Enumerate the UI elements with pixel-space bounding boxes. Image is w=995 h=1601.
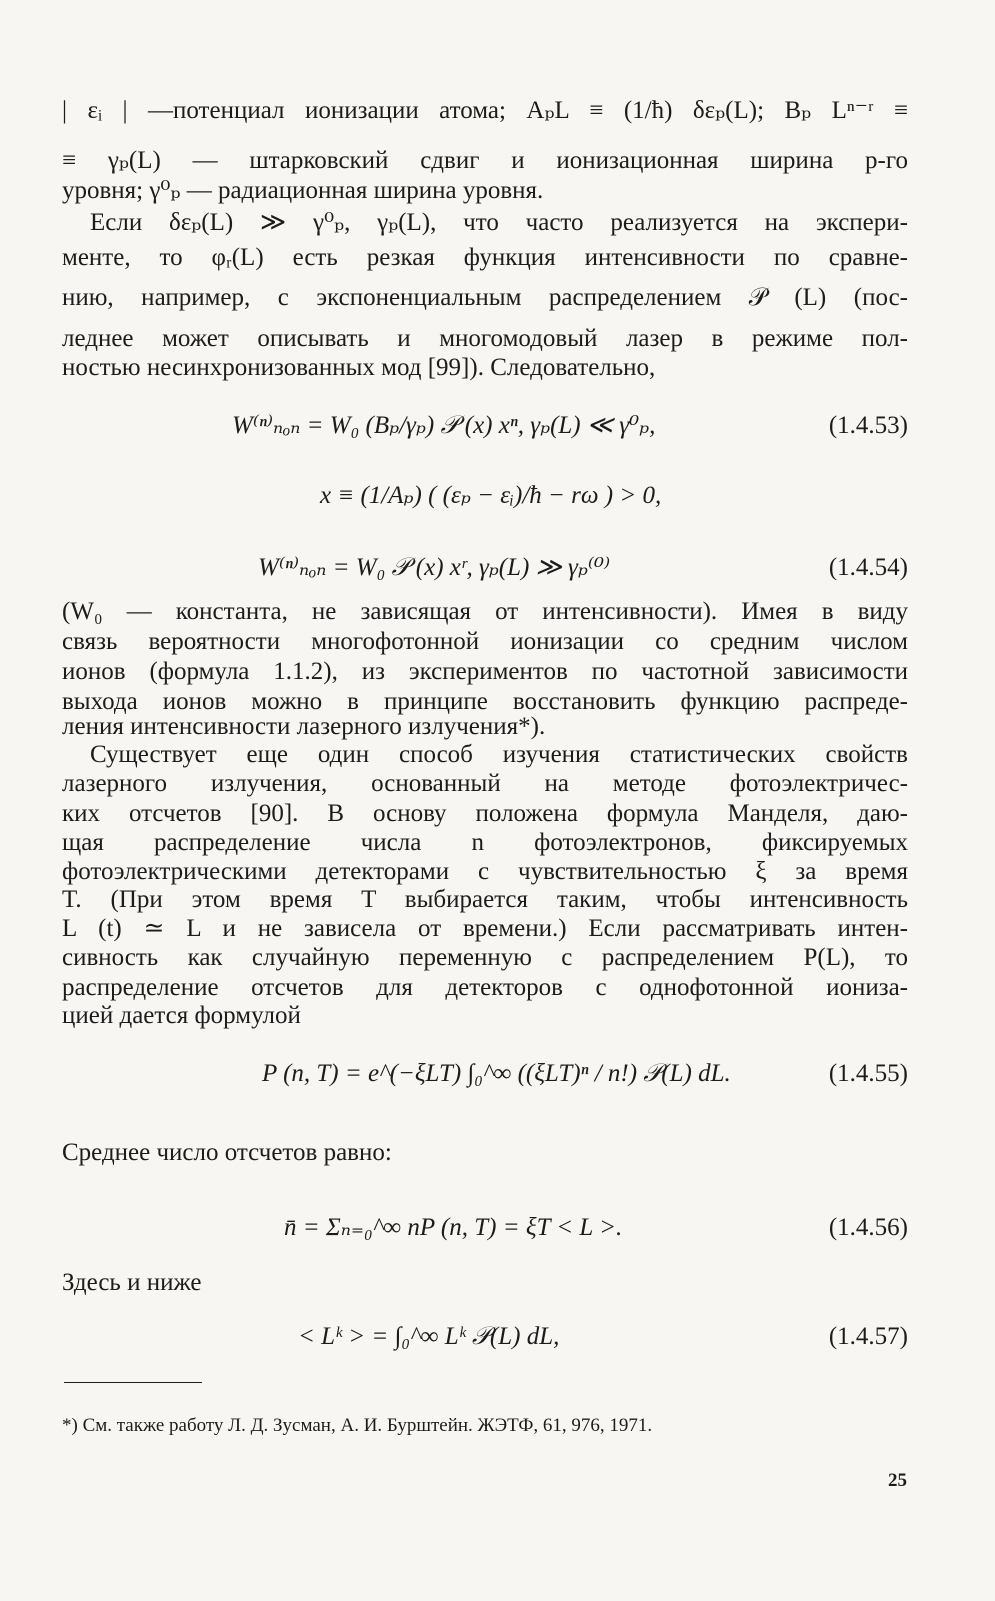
here-text: Здесь и ниже	[62, 1269, 202, 1296]
equation-body: x ≡ (1/Aₚ) ( (εₚ − εᵢ)/ħ − rω ) > 0,	[320, 482, 662, 509]
footnote: *) См. также работу Л. Д. Зусман, А. И. Бурштейн. ЖЭТФ, 61, 976, 1971.	[62, 1415, 653, 1436]
equation-body: < Lᵏ > = ∫₀^∞ Lᵏ 𝒫(L) dL,	[298, 1323, 560, 1350]
text-line: L (t) ≃ L и не зависела от времени.) Если рассматривать интен-	[62, 915, 908, 942]
text-line: | εᵢ | —потенциал ионизации атома; AₚL ≡ (1/ħ) δεₚ(L); Bₚ Lⁿ⁻ʳ ≡	[62, 97, 908, 124]
equation-1-4-53	[62, 408, 908, 448]
text-line: ких отсчетов [90]. В основу положена формула Манделя, даю-	[62, 800, 908, 827]
equation-number: (1.4.54)	[828, 554, 908, 581]
text-line: ионов (формула 1.1.2), из экспериментов по частотной зависимости	[62, 658, 908, 685]
mean-count-text: Среднее число отсчетов равно:	[62, 1139, 392, 1166]
text-line: ления интенсивности лазерного излучения*).	[62, 713, 546, 740]
text-line: лазерного излучения, основанный на методе фотоэлектричес-	[62, 770, 908, 797]
equation-body: W⁽ⁿ⁾ₙₒₙ = W₀ 𝒫 (x) xʳ, γₚ(L) ≫ γₚ⁽⁰⁾	[258, 554, 611, 581]
text-line: (W₀ — константа, не зависящая от интенсивности). Имея в виду	[62, 598, 908, 625]
text-line: фотоэлектрическими детекторами с чувствительностью ξ за время	[62, 858, 908, 885]
equation-number: (1.4.55)	[828, 1060, 908, 1087]
text-line: T. (При этом время T выбирается таким, чтобы интенсивность	[62, 886, 908, 913]
text-line: уровня; γ⁰ₚ — радиационная ширина уровня.	[62, 177, 544, 204]
text-line: нию, например, с экспоненциальным распределением 𝒫 (L) (пос-	[62, 284, 908, 311]
equation-1-4-57	[62, 1319, 908, 1359]
text-line: леднее может описывать и многомодовый лазер в режиме пол-	[62, 325, 908, 352]
text-line: Существует еще один способ изучения статистических свойств	[90, 741, 908, 768]
footnote-rule	[64, 1382, 202, 1383]
text-line: менте, то φᵣ(L) есть резкая функция интенсивности по сравне-	[62, 244, 908, 271]
equation-1-4-54	[62, 550, 908, 590]
text-line: Если δεₚ(L) ≫ γ⁰ₚ, γₚ(L), что часто реализуется на экспери-	[90, 209, 908, 236]
equation-number: (1.4.57)	[828, 1323, 908, 1350]
text-line: ностью несинхронизованных мод [99]). Следовательно,	[62, 354, 656, 381]
equation-body: W⁽ⁿ⁾ₙₒₙ = W₀ (Bₚ/γₚ) 𝒫 (x) xⁿ, γₚ(L) ≪ γ⁰ₚ,	[232, 412, 656, 439]
text-line: цией дается формулой	[62, 1002, 301, 1029]
equation-body: n̄ = Σₙ₌₀^∞ nP (n, T) = ξT < L >.	[284, 1214, 623, 1241]
text-line: распределение отсчетов для детекторов с однофотонной иониза-	[62, 974, 908, 1001]
equation-1-4-55	[62, 1056, 908, 1096]
page-number: 25	[888, 1470, 907, 1491]
equation-number: (1.4.53)	[828, 412, 908, 439]
equation-1-4-56	[62, 1210, 908, 1250]
text-line: сивность как случайную переменную с распределением P(L), то	[62, 944, 908, 971]
text-line: ≡ γₚ(L) — штарковский сдвиг и ионизационная ширина p-го	[62, 147, 908, 174]
equation-x-definition	[62, 478, 908, 518]
equation-number: (1.4.56)	[828, 1214, 908, 1241]
text-line: щая распределение числа n фотоэлектронов, фиксируемых	[62, 829, 908, 856]
equation-body: P (n, T) = e^(−ξLT) ∫₀^∞ ((ξLT)ⁿ / n!) 𝒫(L) dL.	[262, 1060, 731, 1087]
text-line: выхода ионов можно в принципе восстановить функцию распреде-	[62, 688, 908, 715]
text-line: связь вероятности многофотонной ионизации со средним числом	[62, 628, 908, 655]
